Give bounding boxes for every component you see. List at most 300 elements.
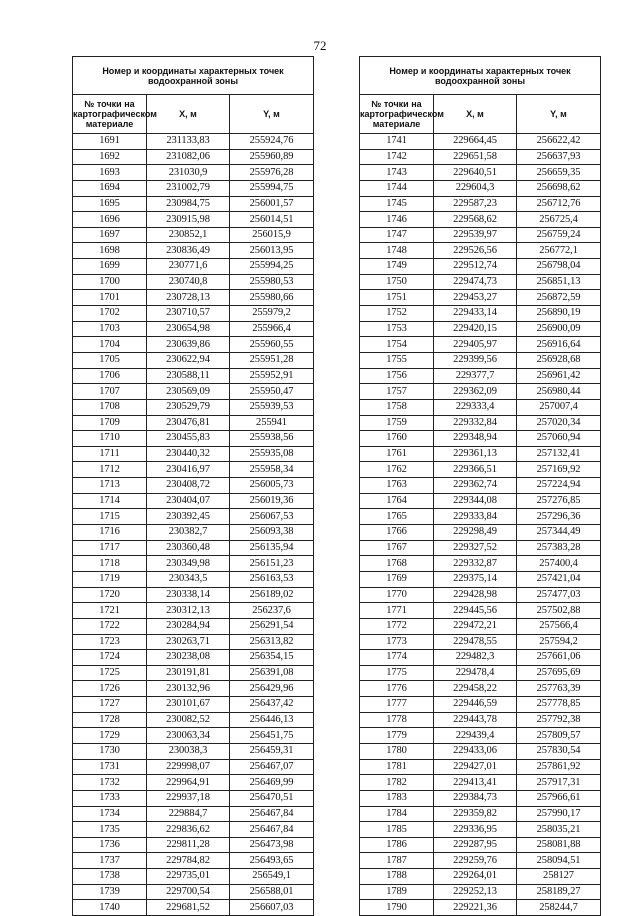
- table-row: [73, 806, 314, 822]
- table-row: [360, 697, 601, 713]
- cell-point-number: 1757: [360, 384, 434, 400]
- cell-x: 230740,8: [147, 274, 230, 290]
- table-row: [360, 478, 601, 494]
- cell-y: 255966,4: [230, 321, 314, 337]
- cell-x: 229453,27: [434, 290, 517, 306]
- cell-x: 229884,7: [147, 806, 230, 822]
- coordinates-table-left: [72, 56, 314, 916]
- cell-point-number: 1732: [73, 775, 147, 791]
- cell-x: 229478,4: [434, 665, 517, 681]
- cell-point-number: 1717: [73, 540, 147, 556]
- table-row: [73, 243, 314, 259]
- table-row: [73, 212, 314, 228]
- table-row: [73, 618, 314, 634]
- cell-y: 257778,85: [517, 697, 601, 713]
- table-row: [73, 900, 314, 916]
- cell-x: 229937,18: [147, 790, 230, 806]
- cell-y: 256469,99: [230, 775, 314, 791]
- cell-y: 256637,93: [517, 149, 601, 165]
- cell-point-number: 1752: [360, 306, 434, 322]
- cell-x: 230191,81: [147, 665, 230, 681]
- cell-x: 230063,34: [147, 728, 230, 744]
- cell-y: 256890,19: [517, 306, 601, 322]
- cell-point-number: 1784: [360, 806, 434, 822]
- table-row: [73, 149, 314, 165]
- table-row: [360, 431, 601, 447]
- table-row: [360, 243, 601, 259]
- cell-x: 230338,14: [147, 587, 230, 603]
- cell-point-number: 1738: [73, 869, 147, 885]
- cell-y: 256473,98: [230, 837, 314, 853]
- cell-y: 257477,03: [517, 587, 601, 603]
- cell-point-number: 1749: [360, 259, 434, 275]
- table-row: [360, 759, 601, 775]
- cell-y: 255980,66: [230, 290, 314, 306]
- table-row: [360, 900, 601, 916]
- cell-point-number: 1779: [360, 728, 434, 744]
- cell-x: 229344,08: [434, 493, 517, 509]
- cell-x: 230476,81: [147, 415, 230, 431]
- cell-x: 230263,71: [147, 634, 230, 650]
- table-row: [73, 384, 314, 400]
- cell-y: 258094,51: [517, 853, 601, 869]
- cell-point-number: 1789: [360, 884, 434, 900]
- cell-point-number: 1766: [360, 525, 434, 541]
- cell-y: 257695,69: [517, 665, 601, 681]
- table-row: [73, 759, 314, 775]
- cell-point-number: 1788: [360, 869, 434, 885]
- cell-point-number: 1772: [360, 618, 434, 634]
- table-row: [73, 431, 314, 447]
- cell-x: 230728,13: [147, 290, 230, 306]
- cell-y: 256961,42: [517, 368, 601, 384]
- cell-point-number: 1727: [73, 697, 147, 713]
- cell-point-number: 1693: [73, 165, 147, 181]
- table-row: [73, 493, 314, 509]
- cell-y: 256093,38: [230, 525, 314, 541]
- table-row: [73, 368, 314, 384]
- cell-x: 230404,07: [147, 493, 230, 509]
- cell-point-number: 1761: [360, 446, 434, 462]
- table-row: [360, 603, 601, 619]
- cell-point-number: 1707: [73, 384, 147, 400]
- cell-point-number: 1736: [73, 837, 147, 853]
- cell-point-number: 1765: [360, 509, 434, 525]
- cell-y: 256005,73: [230, 478, 314, 494]
- cell-x: 229512,74: [434, 259, 517, 275]
- cell-y: 256725,4: [517, 212, 601, 228]
- table-row: [73, 743, 314, 759]
- table-row: [73, 415, 314, 431]
- header-point: № точки на картографическом материале: [360, 95, 434, 134]
- header-x: X, м: [147, 95, 230, 134]
- cell-point-number: 1722: [73, 618, 147, 634]
- cell-x: 229327,52: [434, 540, 517, 556]
- cell-point-number: 1708: [73, 399, 147, 415]
- cell-x: 230408,72: [147, 478, 230, 494]
- table-row: [73, 509, 314, 525]
- cell-y: 257594,2: [517, 634, 601, 650]
- cell-y: 255980,53: [230, 274, 314, 290]
- cell-point-number: 1719: [73, 571, 147, 587]
- cell-x: 230082,52: [147, 712, 230, 728]
- table-row: [73, 306, 314, 322]
- table-row: [360, 790, 601, 806]
- cell-point-number: 1700: [73, 274, 147, 290]
- cell-y: 257990,17: [517, 806, 601, 822]
- table-row: [360, 180, 601, 196]
- cell-x: 231133,83: [147, 134, 230, 150]
- cell-y: 256900,09: [517, 321, 601, 337]
- table-row: [360, 509, 601, 525]
- table-body-right: [360, 134, 601, 916]
- table-row: [73, 775, 314, 791]
- cell-point-number: 1706: [73, 368, 147, 384]
- table-row: [73, 462, 314, 478]
- cell-x: 229735,01: [147, 869, 230, 885]
- cell-x: 230284,94: [147, 618, 230, 634]
- cell-x: 229264,01: [434, 869, 517, 885]
- cell-point-number: 1786: [360, 837, 434, 853]
- cell-point-number: 1731: [73, 759, 147, 775]
- cell-y: 258244,7: [517, 900, 601, 916]
- cell-point-number: 1771: [360, 603, 434, 619]
- page-number: 72: [313, 38, 327, 53]
- cell-x: 229221,36: [434, 900, 517, 916]
- cell-y: 256928,68: [517, 352, 601, 368]
- table-row: [73, 446, 314, 462]
- cell-point-number: 1747: [360, 227, 434, 243]
- cell-y: 256772,1: [517, 243, 601, 259]
- cell-point-number: 1777: [360, 697, 434, 713]
- cell-y: 256798,04: [517, 259, 601, 275]
- cell-x: 230038,3: [147, 743, 230, 759]
- cell-y: 256237,6: [230, 603, 314, 619]
- cell-y: 256135,94: [230, 540, 314, 556]
- cell-y: 255979,2: [230, 306, 314, 322]
- cell-x: 229439,4: [434, 728, 517, 744]
- cell-x: 230343,5: [147, 571, 230, 587]
- cell-x: 229472,21: [434, 618, 517, 634]
- cell-point-number: 1750: [360, 274, 434, 290]
- cell-x: 229259,76: [434, 853, 517, 869]
- table-row: [360, 634, 601, 650]
- table-row: [360, 681, 601, 697]
- cell-x: 230710,57: [147, 306, 230, 322]
- table-row: [360, 290, 601, 306]
- coordinates-table-right: [359, 56, 601, 916]
- table-row: [73, 837, 314, 853]
- cell-y: 256607,03: [230, 900, 314, 916]
- cell-y: 256493,65: [230, 853, 314, 869]
- cell-x: 229366,51: [434, 462, 517, 478]
- cell-point-number: 1701: [73, 290, 147, 306]
- cell-x: 230416,97: [147, 462, 230, 478]
- header-point: № точки на картографическом материале: [73, 95, 147, 134]
- cell-y: 256019,36: [230, 493, 314, 509]
- cell-x: 230984,75: [147, 196, 230, 212]
- table-row: [73, 274, 314, 290]
- cell-x: 229443,78: [434, 712, 517, 728]
- table-row: [73, 196, 314, 212]
- table-row: [73, 540, 314, 556]
- cell-x: 229482,3: [434, 650, 517, 666]
- cell-point-number: 1735: [73, 822, 147, 838]
- cell-point-number: 1694: [73, 180, 147, 196]
- cell-y: 256872,59: [517, 290, 601, 306]
- table-row: [360, 165, 601, 181]
- cell-point-number: 1699: [73, 259, 147, 275]
- cell-y: 256446,13: [230, 712, 314, 728]
- cell-y: 258189,27: [517, 884, 601, 900]
- cell-point-number: 1740: [73, 900, 147, 916]
- cell-x: 231002,79: [147, 180, 230, 196]
- table-row: [73, 853, 314, 869]
- cell-y: 256437,42: [230, 697, 314, 713]
- cell-y: 256459,31: [230, 743, 314, 759]
- cell-x: 230569,09: [147, 384, 230, 400]
- cell-x: 229375,14: [434, 571, 517, 587]
- cell-point-number: 1775: [360, 665, 434, 681]
- cell-y: 255950,47: [230, 384, 314, 400]
- cell-y: 258035,21: [517, 822, 601, 838]
- cell-point-number: 1760: [360, 431, 434, 447]
- cell-y: 258081,88: [517, 837, 601, 853]
- cell-x: 229651,58: [434, 149, 517, 165]
- cell-x: 230852,1: [147, 227, 230, 243]
- cell-x: 229428,98: [434, 587, 517, 603]
- cell-x: 229405,97: [434, 337, 517, 353]
- cell-y: 257383,28: [517, 540, 601, 556]
- cell-x: 230392,45: [147, 509, 230, 525]
- table-row: [73, 790, 314, 806]
- table-row: [360, 415, 601, 431]
- table-row: [73, 290, 314, 306]
- table-row: [73, 665, 314, 681]
- cell-point-number: 1720: [73, 587, 147, 603]
- cell-y: 255994,75: [230, 180, 314, 196]
- cell-x: 230349,98: [147, 556, 230, 572]
- cell-point-number: 1753: [360, 321, 434, 337]
- cell-x: 229377,7: [434, 368, 517, 384]
- cell-y: 256429,96: [230, 681, 314, 697]
- cell-x: 229287,95: [434, 837, 517, 853]
- table-row: [73, 352, 314, 368]
- cell-x: 229333,4: [434, 399, 517, 415]
- cell-y: 255938,56: [230, 431, 314, 447]
- cell-point-number: 1783: [360, 790, 434, 806]
- table-row: [73, 634, 314, 650]
- cell-x: 229252,13: [434, 884, 517, 900]
- cell-x: 229681,52: [147, 900, 230, 916]
- cell-x: 229640,51: [434, 165, 517, 181]
- cell-x: 229359,82: [434, 806, 517, 822]
- table-row: [73, 227, 314, 243]
- cell-x: 230360,48: [147, 540, 230, 556]
- cell-point-number: 1715: [73, 509, 147, 525]
- cell-x: 229998,07: [147, 759, 230, 775]
- table-row: [360, 368, 601, 384]
- cell-y: 257763,39: [517, 681, 601, 697]
- cell-x: 229446,59: [434, 697, 517, 713]
- cell-point-number: 1751: [360, 290, 434, 306]
- table-row: [73, 165, 314, 181]
- cell-x: 229420,15: [434, 321, 517, 337]
- cell-x: 229604,3: [434, 180, 517, 196]
- cell-point-number: 1703: [73, 321, 147, 337]
- cell-x: 229539,97: [434, 227, 517, 243]
- table-row: [360, 227, 601, 243]
- cell-point-number: 1781: [360, 759, 434, 775]
- cell-point-number: 1702: [73, 306, 147, 322]
- cell-y: 255952,91: [230, 368, 314, 384]
- cell-y: 256391,08: [230, 665, 314, 681]
- table-row: [360, 306, 601, 322]
- cell-y: 257809,57: [517, 728, 601, 744]
- cell-y: 256851,13: [517, 274, 601, 290]
- cell-point-number: 1709: [73, 415, 147, 431]
- cell-x: 230382,7: [147, 525, 230, 541]
- cell-point-number: 1773: [360, 634, 434, 650]
- cell-y: 256451,75: [230, 728, 314, 744]
- cell-x: 230132,96: [147, 681, 230, 697]
- cell-point-number: 1776: [360, 681, 434, 697]
- cell-y: 256291,54: [230, 618, 314, 634]
- cell-point-number: 1787: [360, 853, 434, 869]
- cell-x: 229336,95: [434, 822, 517, 838]
- cell-x: 229478,55: [434, 634, 517, 650]
- cell-x: 230836,49: [147, 243, 230, 259]
- cell-x: 230101,67: [147, 697, 230, 713]
- cell-point-number: 1745: [360, 196, 434, 212]
- cell-point-number: 1767: [360, 540, 434, 556]
- header-y: Y, м: [230, 95, 314, 134]
- cell-point-number: 1774: [360, 650, 434, 666]
- table-row: [73, 259, 314, 275]
- table-row: [73, 134, 314, 150]
- cell-point-number: 1782: [360, 775, 434, 791]
- cell-point-number: 1712: [73, 462, 147, 478]
- cell-y: 255994,25: [230, 259, 314, 275]
- cell-point-number: 1748: [360, 243, 434, 259]
- cell-x: 229811,28: [147, 837, 230, 853]
- cell-y: 256189,02: [230, 587, 314, 603]
- cell-y: 255924,76: [230, 134, 314, 150]
- cell-point-number: 1762: [360, 462, 434, 478]
- cell-y: 256759,24: [517, 227, 601, 243]
- cell-y: 255941: [230, 415, 314, 431]
- cell-y: 257421,04: [517, 571, 601, 587]
- cell-x: 229964,91: [147, 775, 230, 791]
- cell-y: 257400,4: [517, 556, 601, 572]
- cell-x: 229568,62: [434, 212, 517, 228]
- table-row: [360, 274, 601, 290]
- cell-x: 229332,87: [434, 556, 517, 572]
- cell-point-number: 1737: [73, 853, 147, 869]
- cell-x: 229664,45: [434, 134, 517, 150]
- cell-x: 229361,13: [434, 446, 517, 462]
- cell-point-number: 1695: [73, 196, 147, 212]
- table-row: [360, 196, 601, 212]
- cell-point-number: 1729: [73, 728, 147, 744]
- cell-y: 257917,31: [517, 775, 601, 791]
- cell-y: 256470,51: [230, 790, 314, 806]
- cell-y: 256313,82: [230, 634, 314, 650]
- table-row: [360, 149, 601, 165]
- table-row: [73, 571, 314, 587]
- cell-point-number: 1724: [73, 650, 147, 666]
- table-row: [360, 650, 601, 666]
- cell-y: 256712,76: [517, 196, 601, 212]
- cell-x: 229433,06: [434, 743, 517, 759]
- table-row: [73, 180, 314, 196]
- cell-y: 256013,95: [230, 243, 314, 259]
- table-row: [360, 337, 601, 353]
- table-row: [73, 822, 314, 838]
- table-row: [360, 665, 601, 681]
- cell-y: 256622,42: [517, 134, 601, 150]
- table-row: [360, 134, 601, 150]
- cell-x: 230639,86: [147, 337, 230, 353]
- cell-y: 256014,51: [230, 212, 314, 228]
- cell-point-number: 1755: [360, 352, 434, 368]
- cell-y: 256067,53: [230, 509, 314, 525]
- cell-x: 230312,13: [147, 603, 230, 619]
- cell-y: 257132,41: [517, 446, 601, 462]
- cell-point-number: 1725: [73, 665, 147, 681]
- cell-y: 257276,85: [517, 493, 601, 509]
- cell-point-number: 1768: [360, 556, 434, 572]
- cell-x: 229413,41: [434, 775, 517, 791]
- table-row: [73, 337, 314, 353]
- cell-y: 257861,92: [517, 759, 601, 775]
- cell-x: 231030,9: [147, 165, 230, 181]
- cell-point-number: 1710: [73, 431, 147, 447]
- cell-point-number: 1714: [73, 493, 147, 509]
- cell-y: 256354,15: [230, 650, 314, 666]
- cell-x: 229427,01: [434, 759, 517, 775]
- cell-point-number: 1713: [73, 478, 147, 494]
- table-row: [360, 321, 601, 337]
- table-row: [360, 556, 601, 572]
- cell-x: 229784,82: [147, 853, 230, 869]
- table-row: [73, 884, 314, 900]
- table-row: [360, 462, 601, 478]
- cell-x: 229458,22: [434, 681, 517, 697]
- table-row: [73, 728, 314, 744]
- table-row: [360, 399, 601, 415]
- cell-point-number: 1780: [360, 743, 434, 759]
- table-row: [73, 478, 314, 494]
- cell-point-number: 1711: [73, 446, 147, 462]
- cell-y: 257661,06: [517, 650, 601, 666]
- cell-y: 256698,62: [517, 180, 601, 196]
- cell-point-number: 1691: [73, 134, 147, 150]
- cell-x: 229836,62: [147, 822, 230, 838]
- cell-y: 256151,23: [230, 556, 314, 572]
- cell-point-number: 1692: [73, 149, 147, 165]
- table-row: [360, 712, 601, 728]
- table-row: [360, 806, 601, 822]
- table-title: Номер и координаты характерных точек водоохранной зоны: [73, 57, 314, 95]
- cell-point-number: 1721: [73, 603, 147, 619]
- cell-point-number: 1730: [73, 743, 147, 759]
- cell-point-number: 1698: [73, 243, 147, 259]
- cell-y: 257224,94: [517, 478, 601, 494]
- cell-y: 256588,01: [230, 884, 314, 900]
- cell-x: 229384,73: [434, 790, 517, 806]
- table-row: [360, 869, 601, 885]
